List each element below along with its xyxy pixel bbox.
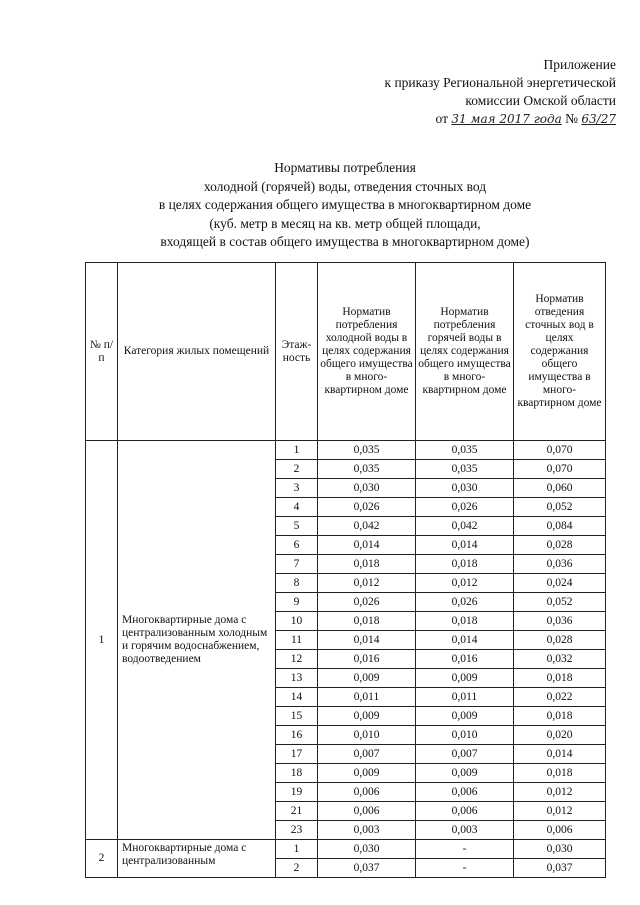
hot-water-cell: 0,003: [416, 821, 514, 840]
hot-water-cell: 0,009: [416, 707, 514, 726]
cold-water-cell: 0,010: [318, 726, 416, 745]
hot-water-cell: 0,009: [416, 669, 514, 688]
hot-water-cell: 0,010: [416, 726, 514, 745]
drainage-cell: 0,012: [514, 802, 606, 821]
drainage-cell: 0,018: [514, 707, 606, 726]
drainage-cell: 0,020: [514, 726, 606, 745]
cold-water-cell: 0,012: [318, 574, 416, 593]
hot-water-cell: 0,016: [416, 650, 514, 669]
drainage-cell: 0,028: [514, 536, 606, 555]
handwritten-date: 31 мая 2017 года: [451, 112, 562, 126]
floors-cell: 16: [276, 726, 318, 745]
cold-water-cell: 0,009: [318, 764, 416, 783]
table-row: [86, 840, 606, 859]
drainage-cell: 0,018: [514, 669, 606, 688]
hot-water-cell: 0,011: [416, 688, 514, 707]
drainage-cell: 0,018: [514, 764, 606, 783]
cold-water-cell: 0,009: [318, 669, 416, 688]
floors-cell: 10: [276, 612, 318, 631]
floors-cell: 7: [276, 555, 318, 574]
drainage-cell: 0,030: [514, 840, 606, 859]
floors-cell: 15: [276, 707, 318, 726]
title-line-5: входящей в состав общего имущества в многоквартирном доме): [160, 234, 530, 249]
floors-cell: 4: [276, 498, 318, 517]
from-label: от: [435, 111, 449, 126]
floors-cell: 11: [276, 631, 318, 650]
hot-water-cell: 0,012: [416, 574, 514, 593]
drainage-cell: 0,024: [514, 574, 606, 593]
hot-water-cell: -: [416, 840, 514, 859]
group-category: Многоквартирные дома с централизованным холодным и горячим водоснабжением, водоотведением: [118, 441, 276, 840]
title-line-3: в целях содержания общего имущества в многоквартирном доме: [158, 197, 532, 212]
handwritten-number: 63/27: [581, 112, 616, 126]
group-category: Многоквартирные дома с централизованным: [118, 840, 276, 878]
cold-water-cell: 0,026: [318, 498, 416, 517]
cold-water-cell: 0,016: [318, 650, 416, 669]
floors-cell: 12: [276, 650, 318, 669]
drainage-cell: 0,084: [514, 517, 606, 536]
cold-water-cell: 0,003: [318, 821, 416, 840]
drainage-cell: 0,037: [514, 859, 606, 878]
header-floors: Этаж-ность: [276, 263, 318, 441]
cold-water-cell: 0,030: [318, 479, 416, 498]
hot-water-cell: 0,006: [416, 802, 514, 821]
header-drainage: Норматив отведения сточных вод в целях содержания общего имущества в много-квартирном доме: [514, 263, 606, 441]
hot-water-cell: 0,030: [416, 479, 514, 498]
group-number: 2: [86, 840, 118, 878]
hot-water-cell: 0,014: [416, 631, 514, 650]
drainage-cell: 0,052: [514, 498, 606, 517]
floors-cell: 23: [276, 821, 318, 840]
floors-cell: 9: [276, 593, 318, 612]
floors-cell: 3: [276, 479, 318, 498]
cold-water-cell: 0,006: [318, 802, 416, 821]
cold-water-cell: 0,035: [318, 441, 416, 460]
order-line: [385, 110, 616, 128]
header-num: № п/п: [86, 263, 118, 441]
appendix-title: Приложение: [543, 57, 616, 72]
drainage-cell: 0,006: [514, 821, 606, 840]
header-hot-water: Норматив потребления горячей воды в целях содержания общего имущества в много-квартирном доме: [416, 263, 514, 441]
norms-table: [85, 262, 606, 878]
title-line-2: холодной (горячей) воды, отведения сточных вод: [203, 178, 487, 194]
cold-water-cell: 0,026: [318, 593, 416, 612]
cold-water-cell: 0,018: [318, 612, 416, 631]
hot-water-cell: 0,018: [416, 555, 514, 574]
floors-cell: 18: [276, 764, 318, 783]
drainage-cell: 0,022: [514, 688, 606, 707]
floors-cell: 14: [276, 688, 318, 707]
cold-water-cell: 0,006: [318, 783, 416, 802]
drainage-cell: 0,032: [514, 650, 606, 669]
cold-water-cell: 0,037: [318, 859, 416, 878]
hot-water-cell: 0,006: [416, 783, 514, 802]
header-category: Категория жилых помещений: [118, 263, 276, 441]
table-row: [86, 441, 606, 460]
header-cold-water: Норматив потребления холодной воды в целях содержания общего имущества в много-квартирном доме: [318, 263, 416, 441]
floors-cell: 21: [276, 802, 318, 821]
drainage-cell: 0,060: [514, 479, 606, 498]
floors-cell: 1: [276, 441, 318, 460]
floors-cell: 13: [276, 669, 318, 688]
hot-water-cell: 0,009: [416, 764, 514, 783]
drainage-cell: 0,012: [514, 783, 606, 802]
floors-cell: 8: [276, 574, 318, 593]
drainage-cell: 0,052: [514, 593, 606, 612]
floors-cell: 6: [276, 536, 318, 555]
drainage-cell: 0,028: [514, 631, 606, 650]
floors-cell: 2: [276, 859, 318, 878]
group-number: 1: [86, 441, 118, 840]
title-line-4: (куб. метр в месяц на кв. метр общей площади,: [209, 215, 481, 231]
cold-water-cell: 0,018: [318, 555, 416, 574]
cold-water-cell: 0,030: [318, 840, 416, 859]
floors-cell: 17: [276, 745, 318, 764]
hot-water-cell: -: [416, 859, 514, 878]
hot-water-cell: 0,026: [416, 593, 514, 612]
title-line-1: Нормативы потребления: [274, 160, 416, 175]
number-label: №: [565, 111, 579, 126]
appendix-block: [385, 56, 616, 128]
cold-water-cell: 0,042: [318, 517, 416, 536]
floors-cell: 1: [276, 840, 318, 859]
cold-water-cell: 0,014: [318, 631, 416, 650]
drainage-cell: 0,036: [514, 612, 606, 631]
cold-water-cell: 0,014: [318, 536, 416, 555]
cold-water-cell: 0,007: [318, 745, 416, 764]
hot-water-cell: 0,042: [416, 517, 514, 536]
appendix-line2: комиссии Омской области: [465, 93, 616, 108]
drainage-cell: 0,014: [514, 745, 606, 764]
hot-water-cell: 0,018: [416, 612, 514, 631]
appendix-line1: к приказу Региональной энергетической: [384, 75, 616, 90]
floors-cell: 2: [276, 460, 318, 479]
table-body: [86, 441, 606, 878]
cold-water-cell: 0,011: [318, 688, 416, 707]
hot-water-cell: 0,035: [416, 460, 514, 479]
hot-water-cell: 0,035: [416, 441, 514, 460]
hot-water-cell: 0,026: [416, 498, 514, 517]
cold-water-cell: 0,009: [318, 707, 416, 726]
hot-water-cell: 0,007: [416, 745, 514, 764]
drainage-cell: 0,070: [514, 460, 606, 479]
cold-water-cell: 0,035: [318, 460, 416, 479]
drainage-cell: 0,036: [514, 555, 606, 574]
floors-cell: 5: [276, 517, 318, 536]
hot-water-cell: 0,014: [416, 536, 514, 555]
document-title: [90, 159, 600, 252]
floors-cell: 19: [276, 783, 318, 802]
drainage-cell: 0,070: [514, 441, 606, 460]
